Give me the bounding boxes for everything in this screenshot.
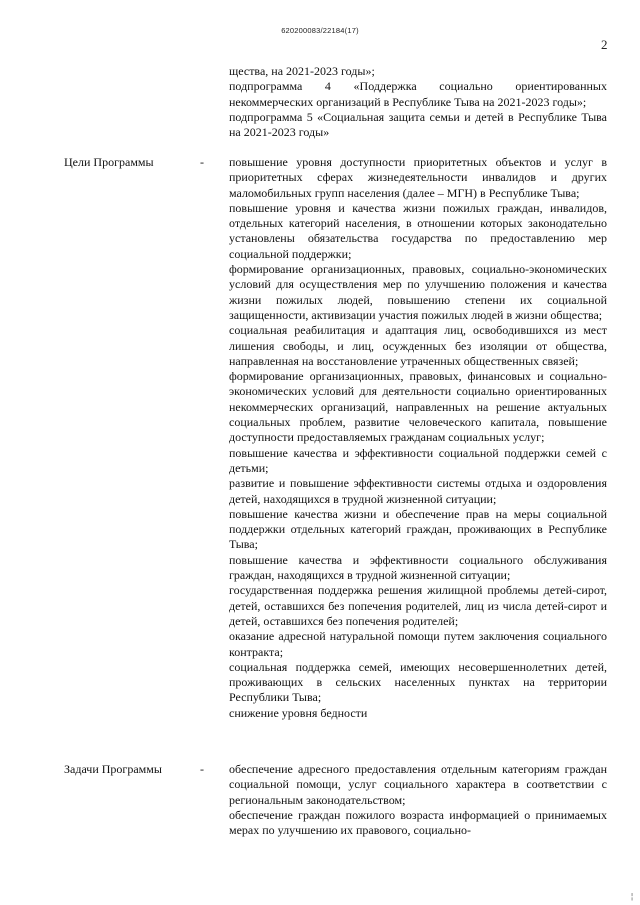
section-dash: -	[200, 155, 204, 169]
goal-item: развитие и повышение эффективности системы отдыха и оздоровления детей, находящихся в трудной жизненной ситуации;	[229, 476, 607, 506]
document-header-code: 620200083/22184(17)	[281, 26, 359, 35]
goal-item: снижение уровня бедности	[229, 705, 368, 720]
page-number: 2	[601, 37, 608, 52]
goal-item: формирование организационных, правовых, финансовых и социально-экономических условий для деятельности социально ориентированных некоммерческих организаций, направленных на решение актуальных социальных проблем, развитие человеческого капитала, повышение доступности предоставляемых гражданам социальных услуг;	[229, 369, 607, 445]
goal-item: формирование организационных, правовых, социально-экономических условий для осуществления мер по улучшению положения и качества жизни пожилых людей, повышению степени их социальной защищенности, активизации участия пожилых людей в жизни общества;	[229, 262, 607, 322]
goal-item: повышение качества и эффективности социальной поддержки семей с детьми;	[229, 445, 607, 475]
goal-item: повышение качества жизни и обеспечение прав на меры социальной поддержки отдельных категорий граждан, проживающих в Республике Тыва;	[229, 506, 607, 552]
section-label-tasks: Задачи Программы	[64, 762, 162, 776]
scan-edge-mark: ¦	[631, 892, 634, 901]
continuation-text	[229, 64, 607, 140]
goal-item: повышение уровня доступности приоритетных объектов и услуг в приоритетных сферах жизнедеятельности инвалидов и других маломобильных групп населения (далее – МГН) в Республике Тыва;	[229, 155, 607, 200]
goal-item: повышение качества и эффективности социального обслуживания граждан, находящихся в трудной жизненной ситуации;	[229, 552, 607, 583]
goals-list	[229, 155, 607, 721]
continuation-line: щества, на 2021-2023 годы»;	[229, 64, 375, 78]
continuation-line: подпрограмма 5 «Социальная защита семьи и детей в Республике Тыва на 2021-2023 годы»	[229, 109, 607, 140]
goal-item: оказание адресной натуральной помощи путем заключения социального контракта;	[229, 629, 607, 659]
goal-item: повышение уровня и качества жизни пожилых граждан, инвалидов, отдельных категорий населения, в отношении которых законодательно установлены обязательства государства по предоставлению мер социальной поддержки;	[229, 200, 607, 261]
goal-item: социальная реабилитация и адаптация лиц, освободившихся из мест лишения свободы, и лиц, осужденных без изоляции от общества, направленная на восстановление утраченных общественных связей;	[229, 323, 607, 368]
goal-item: государственная поддержка решения жилищной проблемы детей-сирот, детей, оставшихся без попечения родителей, лиц из числа детей-сирот и детей, оставшихся без попечения родителей;	[229, 583, 607, 628]
tasks-list	[229, 762, 607, 838]
section-label-goals: Цели Программы	[64, 155, 154, 169]
task-item: обеспечение адресного предоставления отдельным категориям граждан социальной помощи, услуг социального характера в соответствии с региональным законодательством;	[229, 762, 607, 807]
goal-item: социальная поддержка семей, имеющих несовершеннолетних детей, проживающих в сельских населенных пунктах на территории Республики Тыва;	[229, 659, 607, 705]
continuation-line: подпрограмма 4 «Поддержка социально ориентированных некоммерческих организаций в Республике Тыва на 2021-2023 годы»;	[229, 79, 607, 109]
section-dash: -	[200, 762, 204, 776]
task-item: обеспечение граждан пожилого возраста информацией о принимаемых мерах по улучшению их правового, социально-	[229, 807, 607, 838]
